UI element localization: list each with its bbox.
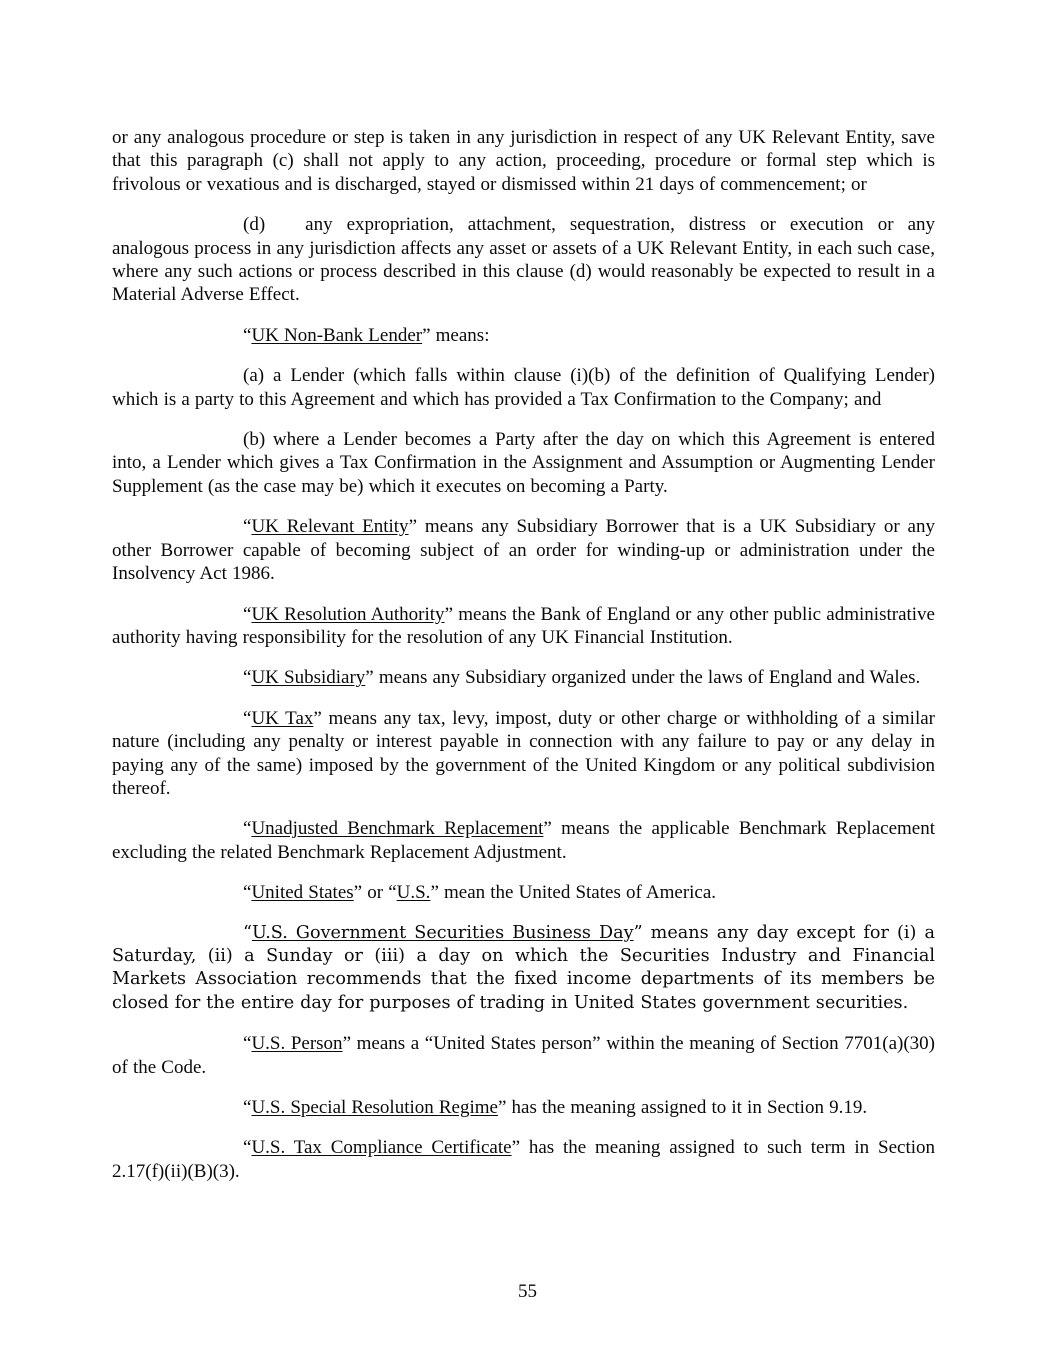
text-run: (b) where a Lender becomes a Party after the day on which this Agreement is entered into, a Lender which gives a Tax Confirmation in the Assignment and Assumption or Augmenting Lender Supplement (as the case may be) which it executes on becoming a Party. [112, 429, 935, 497]
paragraph [112, 213, 935, 307]
text-run: any expropriation, attachment, sequestration, distress or execution or any analogous process in any jurisdiction affects any asset or assets of a UK Relevant Entity, in each such case, where any such actions or process described in this clause (d) would reasonably be expected to result in a Material Adverse Effect. [112, 214, 935, 306]
text-run: ” means any Subsidiary Borrower that is a UK Subsidiary or any other Borrower capable of becoming subject of an order for winding-up or administration under the Insolvency Act 1986. [112, 516, 935, 585]
defined-term: UK Non-Bank Lender [251, 324, 423, 346]
text-run: ” means a “United States person” within the meaning of Section 7701(a)(30) of the Code. [112, 1033, 935, 1078]
text-run: ” has the meaning assigned to such term in Section 2.17(f)(ii)(B)(3). [112, 1137, 936, 1182]
defined-term: Unadjusted Benchmark Replacement [251, 818, 544, 840]
text-run: “ [243, 324, 252, 346]
text-run: ” mean the United States of America. [430, 882, 717, 904]
defined-term: U.S. Government Securities Business Day [252, 922, 634, 943]
text-run: “ [243, 1033, 252, 1055]
text-run: ” means the applicable Benchmark Replacement excluding the related Benchmark Replacement Adjustment. [112, 818, 935, 863]
paragraph [112, 428, 935, 498]
paragraph [112, 922, 935, 1016]
paragraph [112, 1136, 935, 1183]
paragraph [112, 817, 935, 864]
text-run: ” means any tax, levy, impost, duty or other charge or withholding of a similar nature (including any penalty or interest payable in connection with any failure to pay or any delay in paying any of the same) imposed by the government of the United Kingdom or any political subdivision thereof. [112, 707, 935, 799]
text-run: or any analogous procedure or step is taken in any jurisdiction in respect of any UK Relevant Entity, save that this paragraph (c) shall not apply to any action, proceeding, procedure or formal step which is frivolous or vexatious and is discharged, stayed or dismissed within 21 days of commencement; or [112, 127, 935, 195]
paragraph [112, 666, 935, 689]
text-run: “ [243, 1097, 252, 1118]
text-run: ” or “ [353, 882, 397, 904]
text-run: “ [243, 707, 252, 729]
text-run: ” means: [422, 324, 490, 346]
paragraph [112, 126, 935, 196]
defined-term: U.S. Person [251, 1033, 343, 1055]
text-run: (d) [243, 214, 266, 236]
text-run: ” has the meaning assigned to it in Section 9.19. [497, 1097, 868, 1118]
text-run: “ [243, 818, 252, 840]
defined-term: UK Resolution Authority [251, 603, 445, 625]
paragraph [112, 603, 935, 650]
document-body [112, 126, 935, 1200]
defined-term: UK Subsidiary [251, 667, 366, 689]
text-run: “ [243, 922, 252, 943]
text-run: “ [243, 1137, 252, 1159]
defined-term: UK Relevant Entity [251, 516, 409, 538]
defined-term: United States [251, 882, 354, 904]
text-run: “ [243, 667, 252, 689]
paragraph [112, 324, 935, 347]
text-run: (a) a Lender (which falls within clause (i)(b) of the definition of Qualifying Lender) which is a party to this Agreement and which has provided a Tax Confirmation to the Company; and [112, 365, 935, 410]
defined-term: UK Tax [251, 707, 314, 729]
text-run: ” means the Bank of England or any other public administrative authority having responsibility for the resolution of any UK Financial Institution. [112, 603, 935, 648]
defined-term: U.S. [396, 882, 431, 904]
paragraph [112, 364, 935, 411]
page-number: 55 [518, 1281, 537, 1302]
paragraph [112, 707, 935, 801]
defined-term: U.S. Special Resolution Regime [251, 1097, 498, 1118]
text-run: “ [243, 516, 252, 538]
paragraph [112, 1032, 935, 1079]
text-run: ” means any day except for (i) a Saturday, (ii) a Sunday or (iii) a day on which the Securities Industry and Financial Markets Association recommends that the fixed income departments of its members be closed for the entire day for purposes of trading in United States government securities. [112, 922, 935, 1013]
text-run: “ [243, 603, 252, 625]
text-run: ” means any Subsidiary organized under the laws of England and Wales. [365, 667, 921, 689]
text-run: “ [243, 882, 252, 904]
defined-term: U.S. Tax Compliance Certificate [251, 1137, 512, 1159]
paragraph [112, 1096, 935, 1119]
paragraph [112, 881, 935, 904]
paragraph [112, 515, 935, 585]
